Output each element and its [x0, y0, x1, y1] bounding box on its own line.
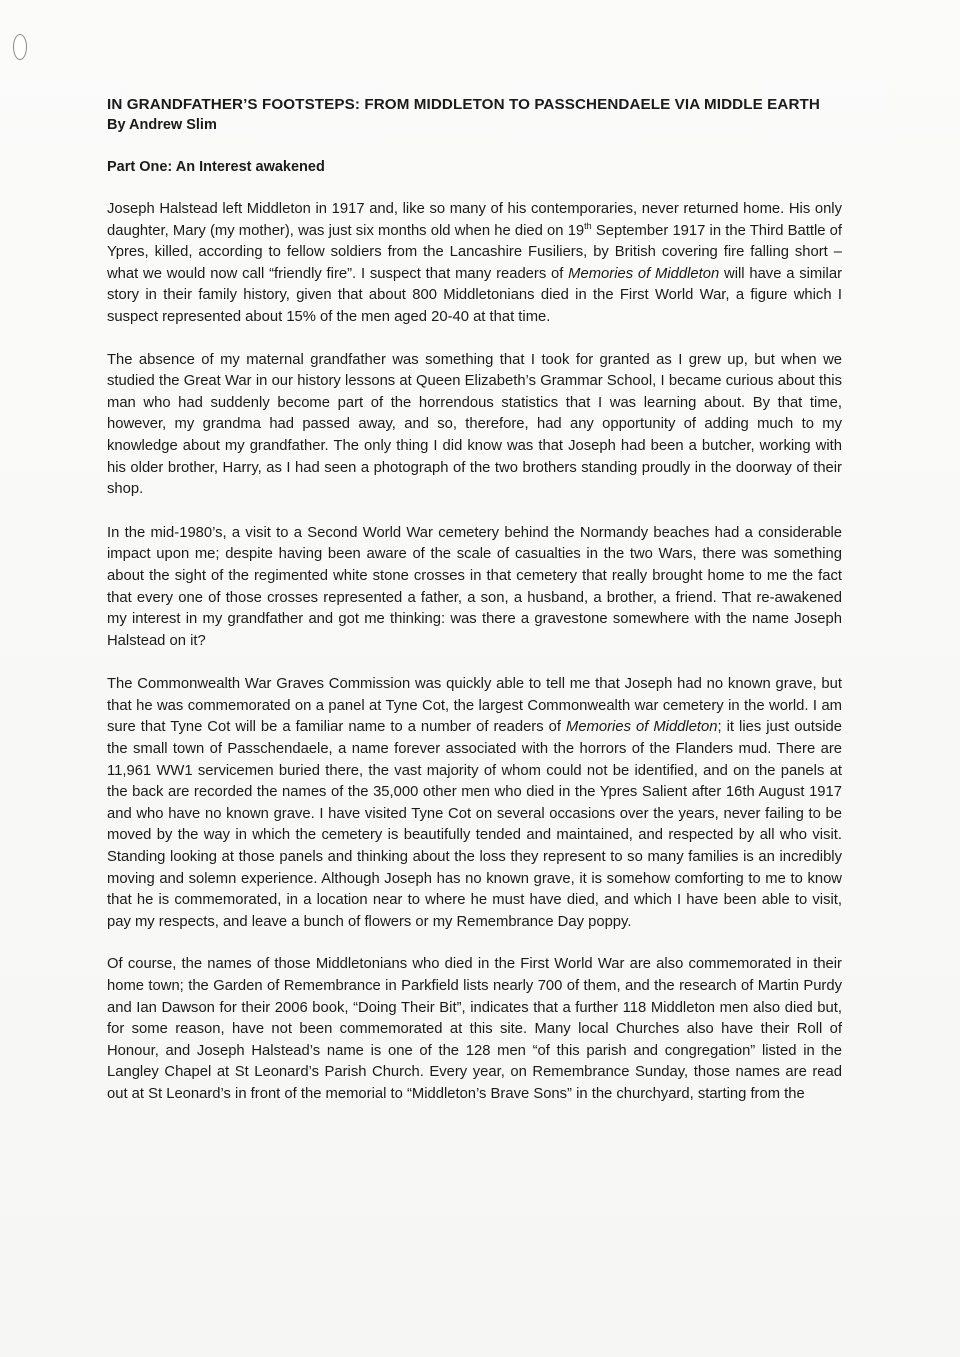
paragraph-3: In the mid-1980’s, a visit to a Second World War cemetery behind the Normandy beaches had a considerable impact upon me; despite having been aware of the scale of casualties in the two Wars, there was something about the sight of the regimented white stone crosses in that cemetery that really brought home to me the fact that every one of those crosses represented a father, a son, a husband, a brother, a friend. That re-awakened my interest in my grandfather and got me thinking: was there a gravestone somewhere with the name Joseph Halstead on it? — [107, 524, 842, 649]
author-byline: By Andrew Slim — [107, 117, 217, 133]
paragraph-1-text-b: September 1917 in the Third Battle of Ypres, killed, according to fellow soldiers from the Lancashire Fusiliers, by British covering fire falling short – what we would now call “friendly fire”. I suspect that many readers of — [107, 222, 842, 282]
page-mark-icon — [13, 34, 27, 60]
publication-title: Memories of Middleton — [566, 719, 718, 736]
paragraph-1-text-a: Joseph Halstead left Middleton in 1917 and, like so many of his contemporaries, never returned home. His only daughter, Mary (my mother), was just six months old when he died on 19 — [107, 201, 842, 239]
document-body — [107, 94, 842, 1106]
ordinal-suffix: th — [584, 220, 592, 231]
paragraph-4-text-b: ; it lies just outside the small town of Passchendaele, a name forever associated with the horrors of the Flanders mud. There are 11,961 WW1 servicemen buried there, the vast majority of whom could not be identified, and on the panels at the back are recorded the names of the 35,000 other men who died in the Ypres Salient after 16th August 1917 and who have no known grave. I have visited Tyne Cot on several occasions over the years, never failing to be moved by the way in which the cemetery is beautifully tended and maintained, and respected by all who visit. Standing looking at those panels and thinking about the loss they represent to so many families is an incredibly moving and solemn experience. Although Joseph has no known grave, it is somehow comforting to me to know that he is commemorated, in a location near to where he must have died, and which I have been able to visit, pay my respects, and leave a bunch of flowers or my Remembrance Day poppy. — [107, 719, 842, 930]
document-title: IN GRANDFATHER’S FOOTSTEPS: FROM MIDDLETON TO PASSCHENDAELE VIA MIDDLE EARTH — [107, 96, 820, 113]
publication-title: Memories of Middleton — [568, 265, 720, 282]
paragraph-1-text-c: will have a similar story in their family history, given that about 800 Middletonians died in the First World War, a figure which I suspect represented about 15% of the men aged 20-40 at that time. — [107, 265, 842, 325]
part-heading: Part One: An Interest awakened — [107, 159, 325, 175]
paragraph-2: The absence of my maternal grandfather was something that I took for granted as I grew up, but when we studied the Great War in our history lessons at Queen Elizabeth’s Grammar School, I became curious about this man who had suddenly become part of the horrendous statistics that I was learning about. By that time, however, my grandma had passed away, and so, therefore, had any opportunity of adding much to my knowledge about my grandfather. The only thing I did know was that Joseph had been a butcher, working with his older brother, Harry, as I had seen a photograph of the two brothers standing proudly in the doorway of their shop. — [107, 351, 842, 498]
paragraph-4 — [107, 674, 842, 933]
paragraph-5: Of course, the names of those Middletonians who died in the First World War are also commemorated in their home town; the Garden of Remembrance in Parkfield lists nearly 700 of them, and the research of Martin Purdy and Ian Dawson for their 2006 book, “Doing Their Bit”, indicates that a further 118 Middleton men also died but, for some reason, have not been commemorated at this site. Many local Churches also have their Roll of Honour, and Joseph Halstead’s name is one of the 128 men “of this parish and congregation” listed in the Langley Chapel at St Leonard’s Parish Church. Every year, on Remembrance Sunday, those names are read out at St Leonard’s in front of the memorial to “Middleton’s Brave Sons” in the churchyard, starting from the — [107, 956, 842, 1102]
paragraph-4-text-a: The Commonwealth War Graves Commission was quickly able to tell me that Joseph had no known grave, but that he was commemorated on a panel at Tyne Cot, the largest Commonwealth war cemetery in the world. I am sure that Tyne Cot will be a familiar name to a number of readers of — [107, 676, 842, 736]
paragraph-1 — [107, 199, 842, 329]
